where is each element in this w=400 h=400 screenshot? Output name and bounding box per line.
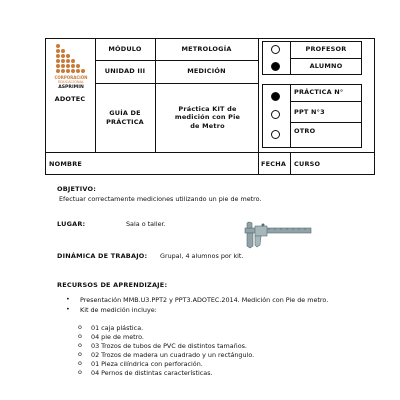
- practica-title: Práctica KIT de medición con Pie de Metro: [174, 105, 241, 130]
- circle-bullet-icon: o: [78, 323, 82, 331]
- corporation-logo: [50, 42, 92, 92]
- nombre-label: NOMBRE: [49, 160, 83, 168]
- bullet-icon: •: [66, 305, 70, 313]
- curso-label: CURSO: [294, 160, 321, 168]
- ppt-radio[interactable]: [271, 110, 280, 119]
- org-name: ADOTEC: [54, 94, 86, 103]
- caliper-image: [243, 220, 313, 250]
- logo-line-1: CORPORACIÓN: [54, 75, 88, 80]
- unidad-value: MEDICIÓN: [187, 67, 226, 76]
- divider: [290, 152, 291, 175]
- dinamica-text: Grupal, 4 alumnos por kit.: [160, 252, 244, 260]
- recurso-bullet: Kit de medición incluye:: [80, 306, 157, 314]
- divider: [290, 84, 291, 148]
- kit-item: 02 Trozos de madera un cuadrado y un rectángulo.: [91, 351, 255, 359]
- circle-bullet-icon: o: [78, 368, 82, 376]
- lugar-label: LUGAR:: [57, 220, 86, 228]
- objetivo-text: Efectuar correctamente mediciones utilizando un pie de metro.: [59, 195, 262, 203]
- guia-label: GUÍA DE PRÁCTICA: [106, 109, 144, 126]
- lugar-text: Sala o taller.: [126, 220, 166, 228]
- kit-item: 04 Pernos de distintas características.: [91, 369, 213, 377]
- kit-item: 03 Trozos de tubos de PVC de distintos tamaños.: [91, 342, 247, 350]
- profesor-label: PROFESOR: [305, 45, 347, 54]
- kit-item: 01 Pieza cilíndrica con perforación.: [91, 360, 203, 368]
- circle-bullet-icon: o: [78, 350, 82, 358]
- otro-radio[interactable]: [271, 130, 280, 139]
- divider: [290, 122, 362, 123]
- unidad-label: UNIDAD III: [104, 67, 146, 76]
- divider: [258, 38, 259, 175]
- logo-line-2: EDUCACIONAL: [57, 80, 85, 84]
- circle-bullet-icon: o: [78, 341, 82, 349]
- dinamica-label: DINÁMICA DE TRABAJO:: [57, 252, 148, 260]
- kit-item: 01 caja plástica.: [91, 324, 144, 332]
- objetivo-label: OBJETIVO:: [57, 185, 97, 193]
- otro-label: OTRO: [294, 127, 316, 135]
- modulo-value: METROLOGÍA: [181, 44, 232, 53]
- recurso-bullet: Presentación MMB.U3.PPT2 y PPT3.ADOTEC.2014. Medición con Pie de metro.: [80, 296, 329, 304]
- profesor-radio[interactable]: [271, 45, 280, 54]
- recursos-label: RECURSOS DE APRENDIZAJE:: [57, 281, 168, 289]
- ppt-label: PPT N°3: [294, 108, 325, 116]
- bullet-icon: •: [66, 295, 70, 303]
- kit-item: 04 pie de metro.: [91, 333, 144, 341]
- logo-line-3: ASPRIMIN: [58, 85, 84, 90]
- practica-n-label: PRÁCTICA N°: [294, 88, 344, 96]
- alumno-radio[interactable]: [271, 62, 280, 71]
- circle-bullet-icon: o: [78, 332, 82, 340]
- divider: [290, 101, 362, 102]
- practica-radio[interactable]: [271, 92, 280, 101]
- fecha-label: FECHA: [261, 160, 287, 168]
- modulo-label: MÓDULO: [108, 44, 142, 53]
- alumno-label: ALUMNO: [309, 62, 343, 71]
- divider: [45, 152, 375, 153]
- circle-bullet-icon: o: [78, 359, 82, 367]
